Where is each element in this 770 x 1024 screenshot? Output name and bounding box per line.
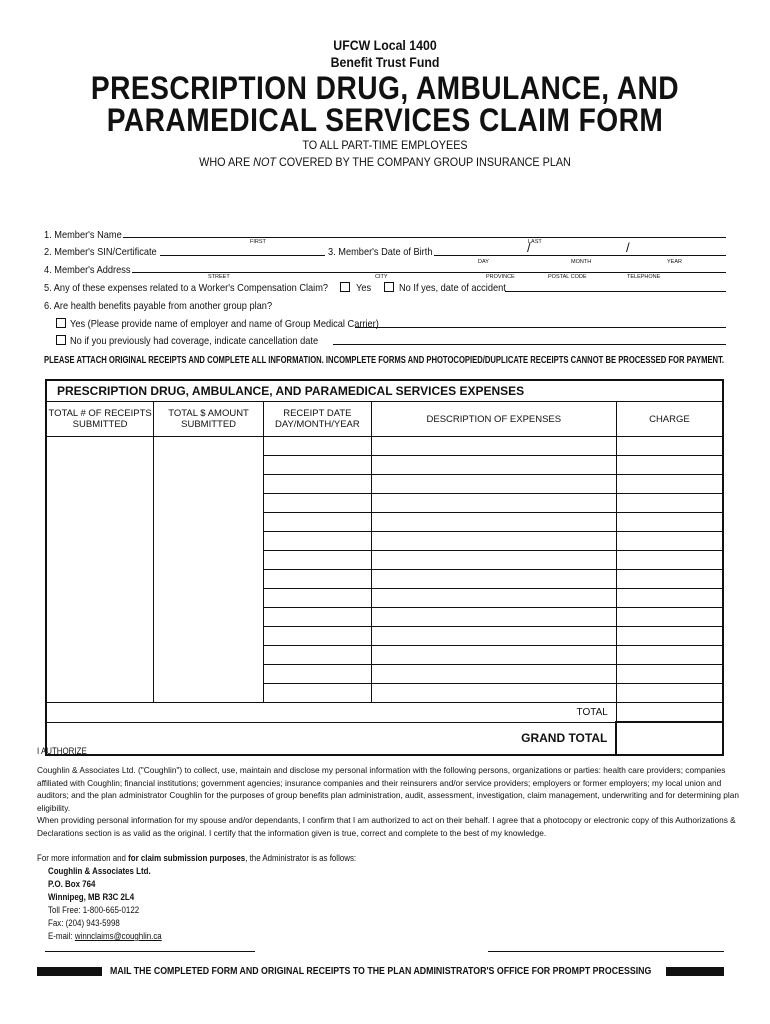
- fund-name: Benefit Trust Fund: [330, 54, 440, 70]
- receipt-date-cell[interactable]: [263, 551, 371, 570]
- charge-cell[interactable]: [616, 456, 723, 475]
- col-receipt-date: RECEIPT DATE DAY/MONTH/YEAR: [263, 402, 371, 437]
- expenses-table-title: PRESCRIPTION DRUG, AMBULANCE, AND PARAMEDICAL SERVICES EXPENSES: [46, 380, 723, 402]
- description-cell[interactable]: [371, 608, 616, 627]
- receipt-date-cell[interactable]: [263, 532, 371, 551]
- contact-company: Coughlin & Associates Ltd.: [48, 866, 151, 876]
- other-plan-yes-checkbox[interactable]: [56, 318, 66, 328]
- description-cell[interactable]: [371, 513, 616, 532]
- charge-cell[interactable]: [616, 551, 723, 570]
- charge-cell[interactable]: [616, 646, 723, 665]
- receipt-date-cell[interactable]: [263, 646, 371, 665]
- description-cell[interactable]: [371, 456, 616, 475]
- other-plan-no-checkbox[interactable]: [56, 335, 66, 345]
- footer-bar-left: [37, 967, 102, 976]
- description-cell[interactable]: [371, 646, 616, 665]
- telephone-caption: TELEPHONE: [627, 274, 661, 280]
- receipt-date-cell[interactable]: [263, 684, 371, 703]
- contact-pobox: P.O. Box 764: [48, 879, 96, 889]
- subtitle-1: TO ALL PART-TIME EMPLOYEES: [302, 138, 468, 152]
- last-caption: LAST: [528, 239, 542, 245]
- charge-cell[interactable]: [616, 475, 723, 494]
- form-title-line1: PRESCRIPTION DRUG, AMBULANCE, AND: [90, 70, 680, 106]
- cancellation-date-input[interactable]: [333, 344, 726, 345]
- charge-cell[interactable]: [616, 570, 723, 589]
- charge-cell[interactable]: [616, 437, 723, 456]
- contact-intro: For more information and for claim submission purposes, the Administrator is as follows:: [37, 853, 357, 863]
- wcb-yes-checkbox[interactable]: [340, 282, 350, 292]
- address-label: 4. Member's Address: [44, 264, 131, 276]
- receipt-date-cell[interactable]: [263, 589, 371, 608]
- receipt-date-cell[interactable]: [263, 570, 371, 589]
- total-receipts-cell[interactable]: [46, 437, 154, 703]
- wcb-no-label: No If yes, date of accident: [399, 282, 506, 294]
- email-link[interactable]: winnclaims@coughlin.ca: [74, 931, 162, 941]
- contact-city: Winnipeg, MB R3C 2L4: [48, 892, 135, 902]
- col-description: DESCRIPTION OF EXPENSES: [371, 402, 616, 437]
- description-cell[interactable]: [371, 532, 616, 551]
- member-name-label: 1. Member's Name: [44, 229, 122, 241]
- charge-cell[interactable]: [616, 608, 723, 627]
- receipt-date-cell[interactable]: [263, 665, 371, 684]
- receipt-date-cell[interactable]: [263, 494, 371, 513]
- other-plan-carrier-input[interactable]: [355, 327, 726, 328]
- day-caption: DAY: [478, 259, 489, 265]
- grand-total-label: GRAND TOTAL: [46, 722, 616, 755]
- charge-cell[interactable]: [616, 532, 723, 551]
- dob-input[interactable]: [434, 255, 726, 256]
- wcb-question: 5. Any of these expenses related to a Worker's Compensation Claim?: [44, 282, 329, 294]
- address-input[interactable]: [132, 272, 726, 273]
- wcb-no-checkbox[interactable]: [384, 282, 394, 292]
- org-name: UFCW Local 1400: [333, 37, 437, 53]
- street-caption: STREET: [208, 274, 230, 280]
- dob-label: 3. Member's Date of Birth: [328, 246, 433, 258]
- accident-date-input[interactable]: [505, 291, 726, 292]
- receipt-date-cell[interactable]: [263, 627, 371, 646]
- member-name-input[interactable]: [123, 237, 726, 238]
- wcb-yes-label: Yes: [356, 282, 372, 294]
- postal-caption: POSTAL CODE: [548, 274, 587, 280]
- description-cell[interactable]: [371, 494, 616, 513]
- charge-cell[interactable]: [616, 665, 723, 684]
- mail-instructions: MAIL THE COMPLETED FORM AND ORIGINAL RECEIPTS TO THE PLAN ADMINISTRATOR'S OFFICE FOR PROMPT PROCESSING: [110, 966, 652, 977]
- contact-tollfree: Toll Free: 1-800-665-0122: [48, 905, 140, 915]
- date-line[interactable]: [488, 951, 724, 952]
- dob-slash-1: /: [527, 240, 531, 255]
- col-total-receipts: TOTAL # OF RECEIPTS SUBMITTED: [46, 402, 154, 437]
- sin-input[interactable]: [160, 255, 325, 256]
- form-title-line2: PARAMEDICAL SERVICES CLAIM FORM: [106, 102, 664, 138]
- total-label: TOTAL: [46, 703, 616, 723]
- total-charge-cell[interactable]: [616, 703, 723, 723]
- other-plan-no-label: No if you previously had coverage, indicate cancellation date: [70, 335, 319, 347]
- description-cell[interactable]: [371, 684, 616, 703]
- charge-cell[interactable]: [616, 589, 723, 608]
- contact-fax: Fax: (204) 943-5998: [48, 918, 120, 928]
- total-amount-cell[interactable]: [154, 437, 264, 703]
- grand-total-cell[interactable]: [616, 722, 723, 755]
- charge-cell[interactable]: [616, 513, 723, 532]
- footer-bar-right: [666, 967, 724, 976]
- authorize-heading: I AUTHORIZE: [37, 746, 87, 756]
- receipt-date-cell[interactable]: [263, 475, 371, 494]
- description-cell[interactable]: [371, 551, 616, 570]
- authorize-paragraph-2: When providing personal information for my spouse and/or dependants, I confirm that I am authorized to act on their behalf. I agree that a photocopy or electronic copy of this Authorizations & Declarations section is as valid as the original. I certify that the information given is true, correct and complete to the best of my knowledge.: [37, 815, 736, 838]
- other-plan-yes-label: Yes (Please provide name of employer and name of Group Medical Carrier): [70, 318, 379, 330]
- charge-cell[interactable]: [616, 684, 723, 703]
- contact-email: E-mail: winnclaims@coughlin.ca: [48, 931, 162, 941]
- year-caption: YEAR: [667, 259, 682, 265]
- province-caption: PROVINCE: [486, 274, 515, 280]
- description-cell[interactable]: [371, 665, 616, 684]
- receipt-date-cell[interactable]: [263, 513, 371, 532]
- attach-receipts-notice: PLEASE ATTACH ORIGINAL RECEIPTS AND COMPLETE ALL INFORMATION. INCOMPLETE FORMS AND PHOTOCOPIED/DUPLICATE RECEIPTS CANNOT BE PROCESSED FOR PAYMENT.: [44, 355, 725, 366]
- receipt-date-cell[interactable]: [263, 456, 371, 475]
- first-caption: FIRST: [250, 239, 266, 245]
- receipt-date-cell[interactable]: [263, 608, 371, 627]
- month-caption: MONTH: [571, 259, 592, 265]
- description-cell[interactable]: [371, 627, 616, 646]
- col-charge: CHARGE: [616, 402, 723, 437]
- expenses-table: [45, 379, 724, 756]
- sin-label: 2. Member's SIN/Certificate: [44, 246, 157, 258]
- description-cell[interactable]: [371, 475, 616, 494]
- receipt-date-cell[interactable]: [263, 437, 371, 456]
- col-total-amount: TOTAL $ AMOUNT SUBMITTED: [154, 402, 264, 437]
- city-caption: CITY: [375, 274, 388, 280]
- subtitle-2: WHO ARE NOT COVERED BY THE COMPANY GROUP INSURANCE PLAN: [199, 155, 571, 169]
- description-cell[interactable]: [371, 437, 616, 456]
- dob-slash-2: /: [626, 240, 630, 255]
- signature-line[interactable]: [45, 951, 255, 952]
- description-cell[interactable]: [371, 570, 616, 589]
- charge-cell[interactable]: [616, 494, 723, 513]
- description-cell[interactable]: [371, 589, 616, 608]
- other-plan-question: 6. Are health benefits payable from another group plan?: [44, 300, 273, 312]
- authorize-paragraph-1: Coughlin & Associates Ltd. ("Coughlin") to collect, use, maintain and disclose my personal information with the following persons, organizations or parties: health care providers; companies affiliated with Coughlin; financial institutions; government agencies; insurance companies and their reinsurers and/or service providers; employers or former employers; my local union and auditors; and the plan administrator Coughlin for the purposes of group benefits plan administration, audit, assessment, investigation, claim management, underwriting and for determining plan eligibility.: [37, 765, 739, 813]
- charge-cell[interactable]: [616, 627, 723, 646]
